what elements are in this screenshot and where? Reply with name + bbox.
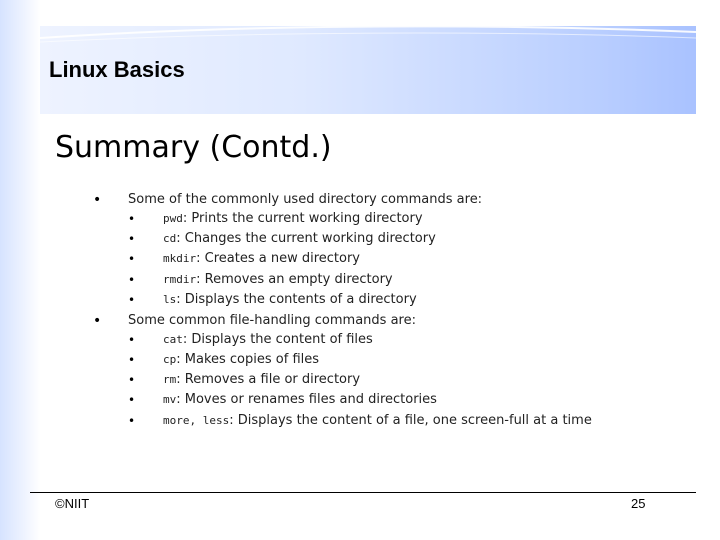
command-desc: : Changes the current working directory <box>176 231 436 246</box>
command-desc: : Prints the current working directory <box>182 211 423 226</box>
command-desc: : Displays the contents of a directory <box>176 292 417 307</box>
section-bullet: • <box>93 313 102 329</box>
command-name: mv <box>163 393 177 406</box>
command-name: more, less <box>163 414 230 427</box>
slide-title: Summary (Contd.) <box>55 130 332 165</box>
command-desc: : Creates a new directory <box>196 251 360 266</box>
list-item <box>163 292 417 308</box>
command-desc: : Displays the content of a file, one screen-full at a time <box>229 413 592 428</box>
section-intro: Some of the commonly used directory commands are: <box>128 192 483 207</box>
copyright-label: ©NIIT <box>55 496 90 511</box>
list-item <box>163 332 373 348</box>
item-bullet: • <box>128 373 136 387</box>
command-name: cp <box>163 353 177 366</box>
item-bullet: • <box>128 293 136 307</box>
command-name: ls <box>163 293 177 306</box>
section-intro: Some common file-handling commands are: <box>128 313 416 328</box>
command-desc: : Removes a file or directory <box>176 372 361 387</box>
item-bullet: • <box>128 252 136 266</box>
page-number: 25 <box>631 496 646 511</box>
list-item <box>163 372 360 388</box>
list-item <box>163 413 592 429</box>
command-name: pwd <box>163 212 183 225</box>
list-item <box>163 272 393 288</box>
command-desc: : Makes copies of files <box>176 352 320 367</box>
command-desc: : Moves or renames files and directories <box>176 392 437 407</box>
item-bullet: • <box>128 333 136 347</box>
item-bullet: • <box>128 273 136 287</box>
command-name: rm <box>163 373 177 386</box>
item-bullet: • <box>128 353 136 367</box>
left-decorative-bar <box>0 0 40 540</box>
command-desc: : Displays the content of files <box>182 332 373 347</box>
command-name: rmdir <box>163 273 197 286</box>
item-bullet: • <box>128 414 136 428</box>
command-desc: : Removes an empty directory <box>196 272 393 287</box>
list-item <box>163 352 319 368</box>
item-bullet: • <box>128 232 136 246</box>
footer-divider <box>30 492 696 493</box>
list-item <box>163 231 436 247</box>
command-name: cat <box>163 333 183 346</box>
list-item <box>163 211 423 227</box>
header-title: Linux Basics <box>49 57 185 82</box>
list-item <box>163 392 437 408</box>
item-bullet: • <box>128 393 136 407</box>
list-item <box>163 251 360 267</box>
section-bullet: • <box>93 192 102 208</box>
command-name: mkdir <box>163 252 197 265</box>
item-bullet: • <box>128 212 136 226</box>
command-name: cd <box>163 232 177 245</box>
